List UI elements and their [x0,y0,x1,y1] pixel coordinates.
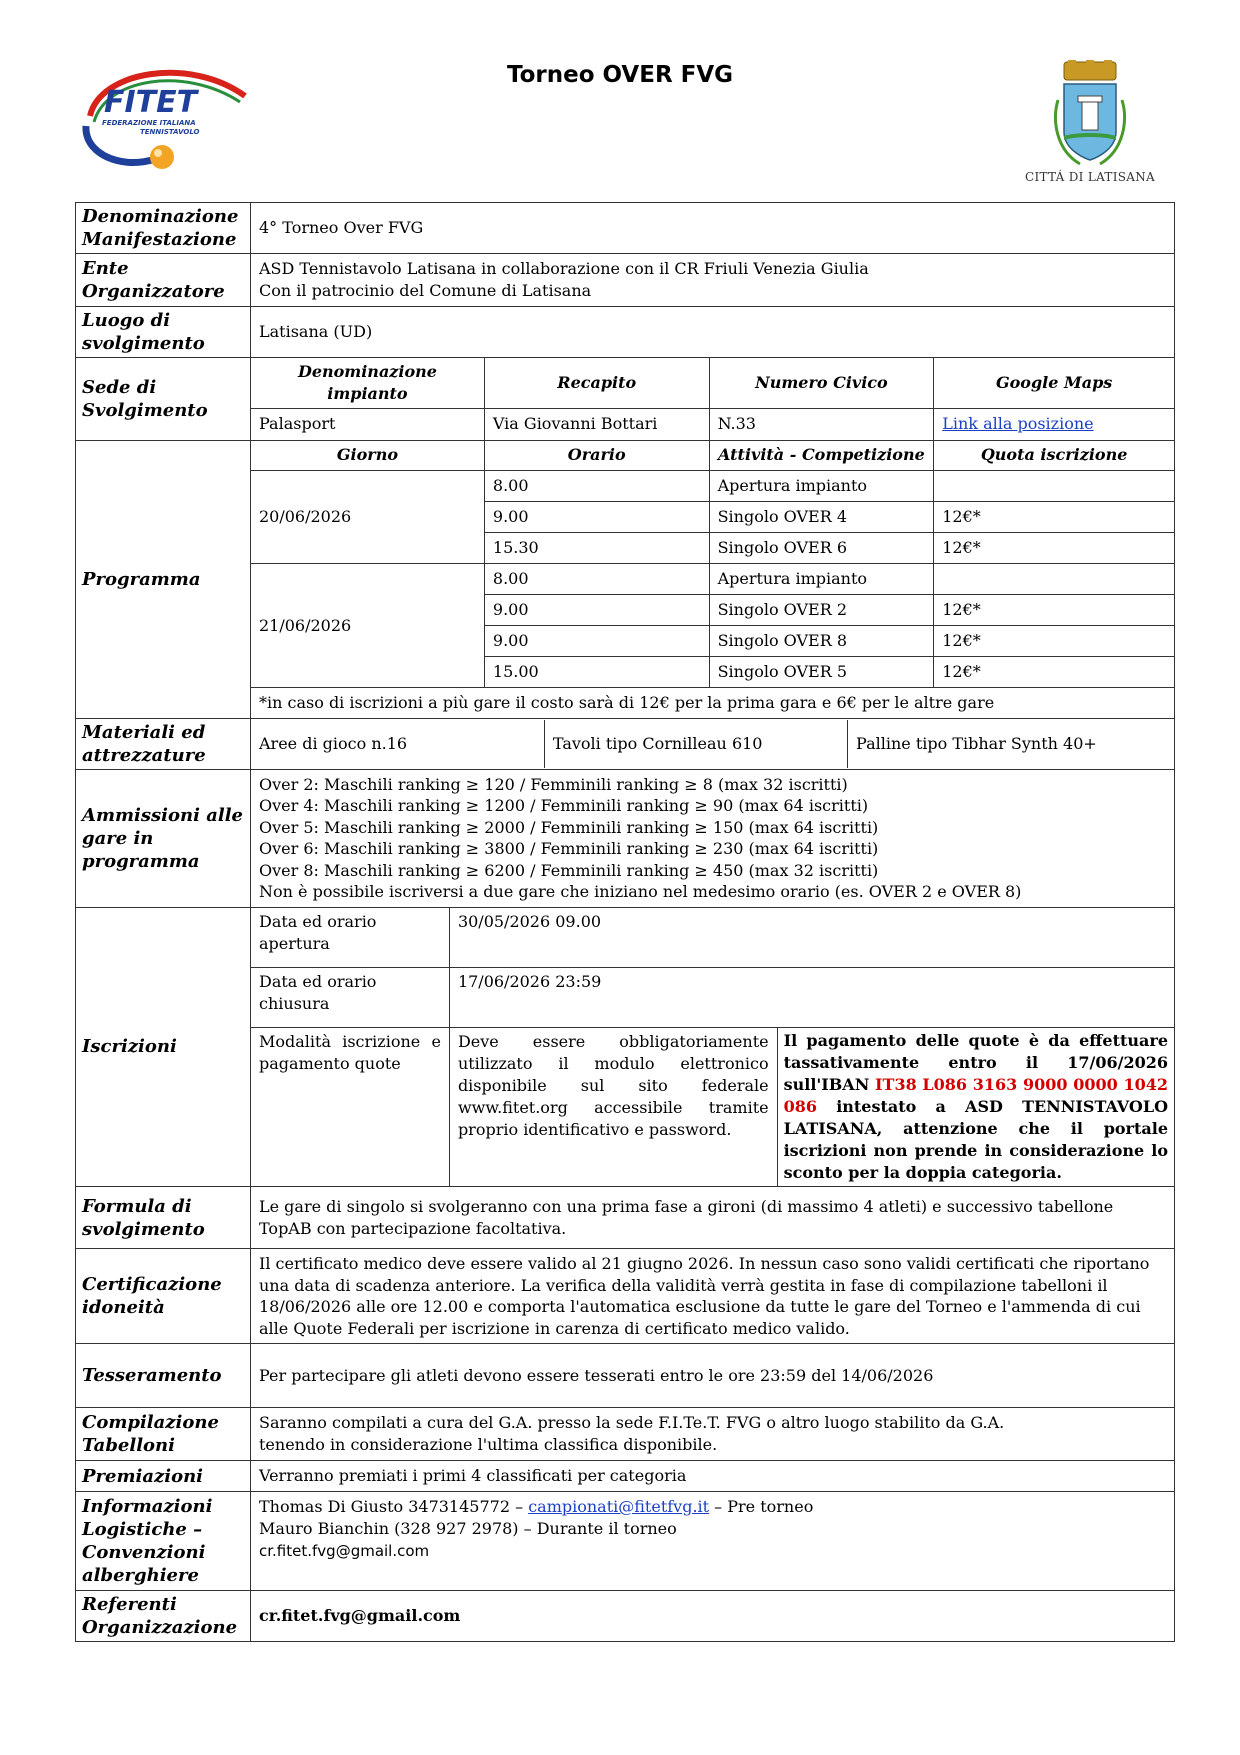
ammissioni-line: Over 4: Maschili ranking ≥ 1200 / Femminili ranking ≥ 90 (max 64 iscritti) [259,796,869,815]
sede-header-recapito: Recapito [484,358,709,409]
iscr-modalita-text: Deve essere obbligatoriamente utilizzato il modulo elettronico disponibile sul sito federale www.fitet.org accessibile tramite proprio identificativo e password. [449,1028,777,1187]
prog-time: 9.00 [484,595,709,626]
prog-activity: Singolo OVER 2 [709,595,934,626]
label-sede: Sede di Svolgimento [76,358,251,441]
value-formula: Le gare di singolo si svolgeranno con una prima fase a gironi (di massimo 4 atleti) e successivo tabellone TopAB con partecipazione facoltativa. [251,1187,1175,1249]
iscr-apertura-label: Data ed orario apertura [251,908,449,968]
prog-activity: Apertura impianto [709,564,934,595]
prog-activity: Singolo OVER 5 [709,657,934,688]
label-iscrizioni: Iscrizioni [76,907,251,1187]
prog-header-orario: Orario [484,441,709,471]
prog-header-attivita: Attività - Competizione [709,441,934,471]
row-ammissioni [76,769,1175,907]
ente-line2: Con il patrocinio del Comune di Latisana [259,281,592,300]
row-programma [76,440,1175,718]
sede-header-maps: Google Maps [934,358,1174,409]
tournament-info-table [75,202,1175,1642]
value-ammissioni [251,769,1175,907]
row-materiali [76,718,1175,769]
label-referenti: Referenti Organizzazione [76,1591,251,1642]
row-ente [76,254,1175,307]
prog-day-date: 21/06/2026 [251,564,484,688]
label-certificazione: Certificazione idoneità [76,1249,251,1344]
programma-table [251,441,1174,718]
value-compilazione [251,1408,1175,1461]
prog-row [251,471,1174,502]
prog-header-quota: Quota iscrizione [934,441,1174,471]
sede-impianto: Palasport [251,409,484,440]
svg-text:FITET: FITET [104,85,198,120]
value-tesseramento: Per partecipare gli atleti devono essere tesserati entro le ore 23:59 del 14/06/2026 [251,1344,1175,1408]
row-compilazione [76,1408,1175,1461]
svg-text:FEDERAZIONE ITALIANA: FEDERAZIONE ITALIANA [102,119,196,127]
prog-note: *in caso di iscrizioni a più gare il costo sarà di 12€ per la prima gara e 6€ per le altre gare [251,688,1174,718]
row-sede [76,358,1175,441]
label-ente: Ente Organizzatore [76,254,251,307]
prog-fee: 12€* [934,595,1174,626]
ammissioni-line: Over 6: Maschili ranking ≥ 3800 / Femminili ranking ≥ 230 (max 64 iscritti) [259,839,879,858]
label-compilazione: Compilazione Tabelloni [76,1408,251,1461]
iscr-chiusura-label: Data ed orario chiusura [251,968,449,1028]
prog-fee: 12€* [934,626,1174,657]
label-programma: Programma [76,440,251,718]
label-informazioni: Informazioni Logistiche – Convenzioni alberghiere [76,1492,251,1591]
sede-civico: N.33 [709,409,934,440]
prog-fee [934,471,1174,502]
row-luogo [76,307,1175,358]
label-tesseramento: Tesseramento [76,1344,251,1408]
iscr-pagamento: Il pagamento delle quote è da effettuare tassativamente entro il 17/06/2026 sull'IBAN IT38 L086 3163 9000 0000 1042 086 intestato a ASD TENNISTAVOLO LATISANA, attenzione che il portale iscrizioni non prende in considerazione lo sconto per la doppia categoria. [777,1028,1174,1187]
row-certificazione [76,1249,1175,1344]
row-premiazioni [76,1461,1175,1492]
prog-activity: Singolo OVER 4 [709,502,934,533]
prog-activity: Singolo OVER 8 [709,626,934,657]
value-luogo: Latisana (UD) [251,307,1175,358]
sede-table [251,358,1174,440]
row-denominazione [76,203,1175,254]
prog-fee: 12€* [934,502,1174,533]
sede-recapito: Via Giovanni Bottari [484,409,709,440]
prog-row [251,564,1174,595]
iban: IT38 L086 3163 9000 0000 1042 086 [783,1075,1169,1116]
row-informazioni [76,1492,1175,1591]
prog-time: 9.00 [484,502,709,533]
prog-activity: Apertura impianto [709,471,934,502]
prog-time: 8.00 [484,471,709,502]
ammissioni-line: Over 5: Maschili ranking ≥ 2000 / Femminili ranking ≥ 150 (max 64 iscritti) [259,817,879,837]
materiali-palline: Palline tipo Tibhar Synth 40+ [848,720,1174,768]
row-iscrizioni [76,907,1175,1187]
ammissioni-line: Non è possibile iscriversi a due gare che iniziano nel medesimo orario (es. OVER 2 e OVER 8) [259,882,1022,901]
label-denominazione: Denominazione Manifestazione [76,203,251,254]
label-materiali: Materiali ed attrezzature [76,718,251,769]
materiali-aree: Aree di gioco n.16 [251,720,544,768]
prog-time: 15.30 [484,533,709,564]
materiali-tavoli: Tavoli tipo Cornilleau 610 [544,720,847,768]
label-ammissioni: Ammissioni alle gare in programma [76,769,251,907]
prog-time: 15.00 [484,657,709,688]
iscr-apertura-value: 30/05/2026 09.00 [449,908,1174,968]
info-line3: cr.fitet.fvg@gmail.com [259,1542,430,1560]
page-title: Torneo OVER FVG [506,62,734,88]
svg-text:TENNISTAVOLO: TENNISTAVOLO [140,128,200,136]
info-line2: Mauro Bianchin (328 927 2978) – Durante il torneo [259,1519,677,1538]
label-formula: Formula di svolgimento [76,1187,251,1249]
maps-link[interactable]: Link alla posizione [942,414,1094,434]
prog-time: 8.00 [484,564,709,595]
label-premiazioni: Premiazioni [76,1461,251,1492]
prog-fee: 12€* [934,657,1174,688]
compilazione-line1: Saranno compilati a cura del G.A. presso la sede F.I.Te.T. FVG o altro luogo stabilito da G.A. [259,1413,1005,1432]
email-link[interactable]: campionati@fitetfvg.it [528,1497,710,1516]
value-denominazione: 4° Torneo Over FVG [251,203,1175,254]
value-certificazione: Il certificato medico deve essere valido al 21 giugno 2026. In nessun caso sono validi certificati che riportano una data di scadenza anteriore. La verifica della validità verrà gestita in fase di compilazione tabelloni il 18/06/2026 alle ore 12.00 e comporta l'automatica esclusione da tutte le gare del Torneo e l'ammenda di cui alle Quote Federali per iscrizione in carenza di certificato medico valido. [251,1249,1175,1344]
info-line1: Thomas Di Giusto 3473145772 – campionati@fitetfvg.it – Pre torneo [259,1497,814,1516]
label-luogo: Luogo di svolgimento [76,307,251,358]
row-tesseramento [76,1344,1175,1408]
prog-fee [934,564,1174,595]
iscr-chiusura-value: 17/06/2026 23:59 [449,968,1174,1028]
sede-header-civico: Numero Civico [709,358,934,409]
ente-line1: ASD Tennistavolo Latisana in collaborazione con il CR Friuli Venezia Giulia [259,259,869,278]
materiali-table [251,720,1174,768]
prog-fee: 12€* [934,533,1174,564]
value-ente [251,254,1175,307]
prog-header-giorno: Giorno [251,441,484,471]
city-label: CITTÁ DI LATISANA [1024,170,1156,184]
ammissioni-line: Over 2: Maschili ranking ≥ 120 / Femminili ranking ≥ 8 (max 32 iscritti) [259,774,848,794]
row-formula [76,1187,1175,1249]
iscrizioni-table [251,908,1174,1187]
prog-activity: Singolo OVER 6 [709,533,934,564]
prog-day-date: 20/06/2026 [251,471,484,564]
value-referenti: cr.fitet.fvg@gmail.com [251,1591,1175,1642]
compilazione-line2: tenendo in considerazione l'ultima classifica disponibile. [259,1435,718,1454]
sede-header-impianto: Denominazione impianto [251,358,484,409]
value-informazioni [251,1492,1175,1591]
latisana-crest [1020,60,1160,190]
value-premiazioni: Verranno premiati i primi 4 classificati per categoria [251,1461,1175,1492]
iscr-modalita-label: Modalità iscrizione e pagamento quote [251,1028,449,1187]
row-referenti [76,1591,1175,1642]
ammissioni-line: Over 8: Maschili ranking ≥ 6200 / Femminili ranking ≥ 450 (max 32 iscritti) [259,860,879,880]
fitet-logo [80,56,260,176]
prog-time: 9.00 [484,626,709,657]
